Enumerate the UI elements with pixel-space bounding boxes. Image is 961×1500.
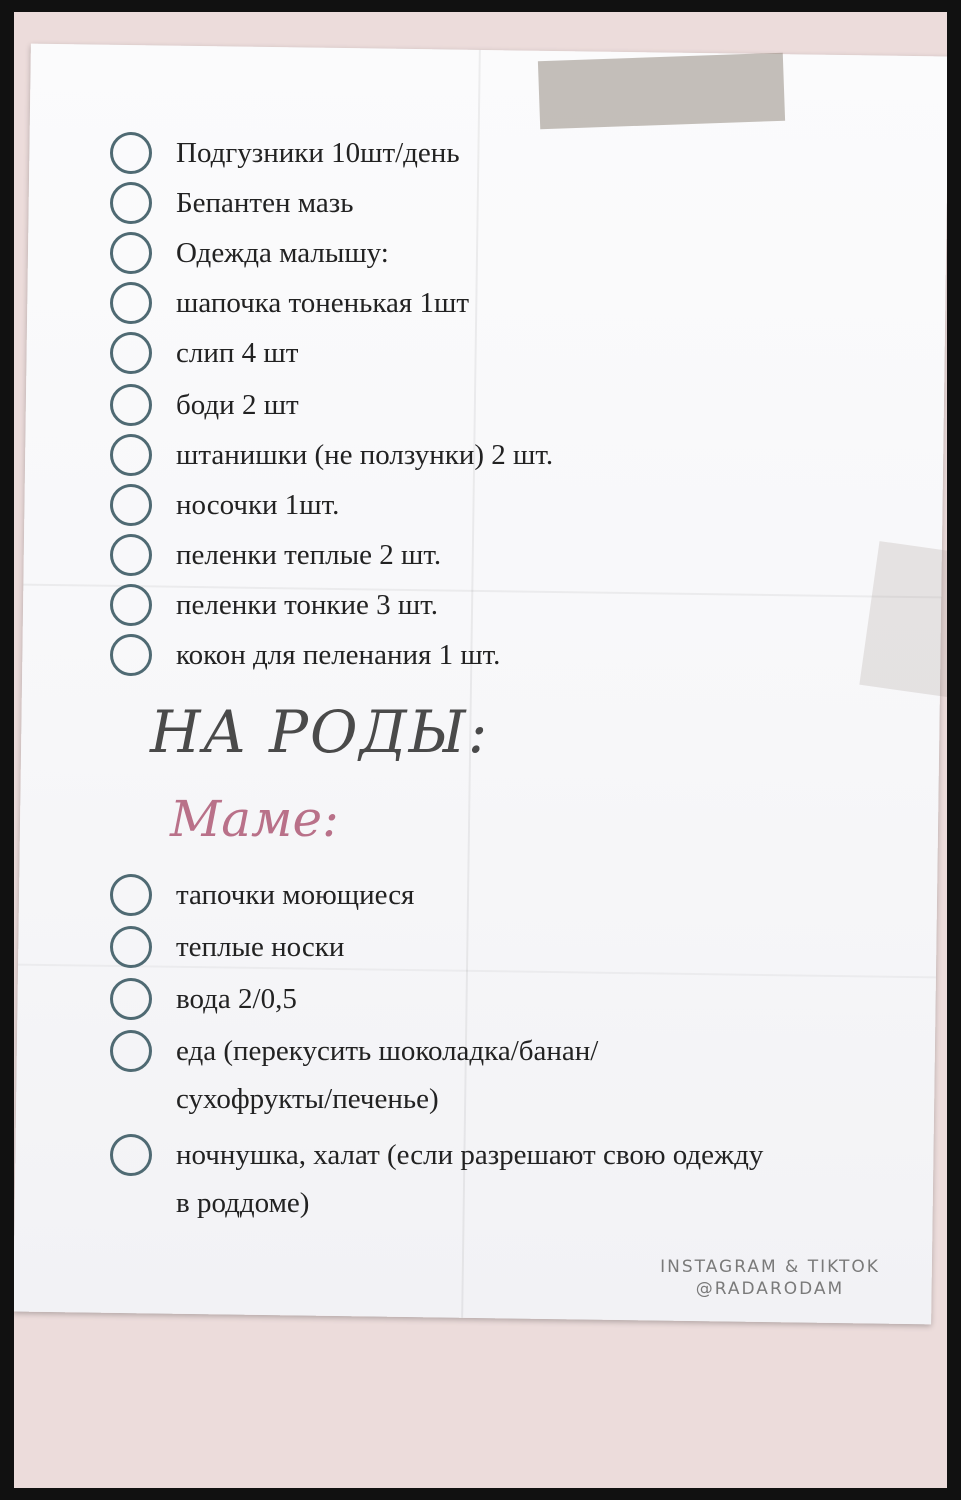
checkbox-circle-icon[interactable]	[110, 978, 152, 1020]
item-label: боди 2 шт	[176, 388, 299, 421]
list-item	[110, 922, 344, 972]
list-item	[110, 580, 438, 630]
mom-heading: Маме:	[170, 790, 339, 848]
list-item	[110, 278, 469, 328]
list-item	[110, 1130, 763, 1180]
list-item	[110, 480, 339, 530]
item-label: слип 4 шт	[176, 336, 299, 369]
birth-heading: НА РОДЫ:	[150, 698, 490, 766]
checkbox-circle-icon[interactable]	[110, 634, 152, 676]
checkbox-circle-icon[interactable]	[110, 534, 152, 576]
item-label: теплые носки	[176, 930, 345, 963]
checkbox-circle-icon[interactable]	[110, 132, 152, 174]
checkbox-circle-icon[interactable]	[110, 332, 152, 374]
list-item	[110, 328, 298, 378]
item-label: штанишки (не ползунки) 2 шт.	[176, 438, 554, 471]
item-label: пеленки теплые 2 шт.	[176, 538, 442, 571]
list-item	[110, 228, 389, 278]
item-label-continuation: в роддоме)	[176, 1187, 310, 1219]
list-item	[110, 178, 353, 228]
list-item	[110, 530, 441, 580]
checkbox-circle-icon[interactable]	[110, 1030, 152, 1072]
checkbox-circle-icon[interactable]	[110, 232, 152, 274]
item-label: вода 2/0,5	[176, 982, 297, 1015]
checkbox-circle-icon[interactable]	[110, 434, 152, 476]
item-label: тапочки моющиеся	[176, 878, 415, 911]
list-item	[110, 430, 553, 480]
checkbox-circle-icon[interactable]	[110, 926, 152, 968]
credit-handle: @RADARODAM	[695, 1279, 845, 1299]
checkbox-circle-icon[interactable]	[110, 384, 152, 426]
list-item	[110, 128, 460, 178]
list-item	[110, 1026, 598, 1076]
item-label: пеленки тонкие 3 шт.	[176, 588, 438, 621]
checkbox-circle-icon[interactable]	[110, 182, 152, 224]
item-label: Бепантен мазь	[176, 186, 354, 219]
item-label: ночнушка, халат (если разрешают свою одежду	[176, 1138, 764, 1171]
list-item	[110, 380, 299, 430]
item-label: Подгузники 10шт/день	[176, 136, 460, 169]
checkbox-circle-icon[interactable]	[110, 584, 152, 626]
item-label: кокон для пеленания 1 шт.	[176, 638, 501, 671]
checkbox-circle-icon[interactable]	[110, 282, 152, 324]
item-label: шапочка тоненькая 1шт	[176, 286, 469, 319]
social-credit	[640, 1256, 900, 1300]
checkbox-circle-icon[interactable]	[110, 484, 152, 526]
item-label: носочки 1шт.	[176, 488, 340, 521]
list-item	[110, 870, 414, 920]
item-label: еда (перекусить шоколадка/банан/	[176, 1034, 599, 1067]
item-label: Одежда малышу:	[176, 236, 389, 269]
list-item	[110, 630, 500, 680]
checkbox-circle-icon[interactable]	[110, 1134, 152, 1176]
credit-platforms: INSTAGRAM & TIKTOK	[660, 1257, 880, 1277]
item-label-continuation: сухофрукты/печенье)	[176, 1083, 439, 1115]
checkbox-circle-icon[interactable]	[110, 874, 152, 916]
list-item	[110, 974, 297, 1024]
